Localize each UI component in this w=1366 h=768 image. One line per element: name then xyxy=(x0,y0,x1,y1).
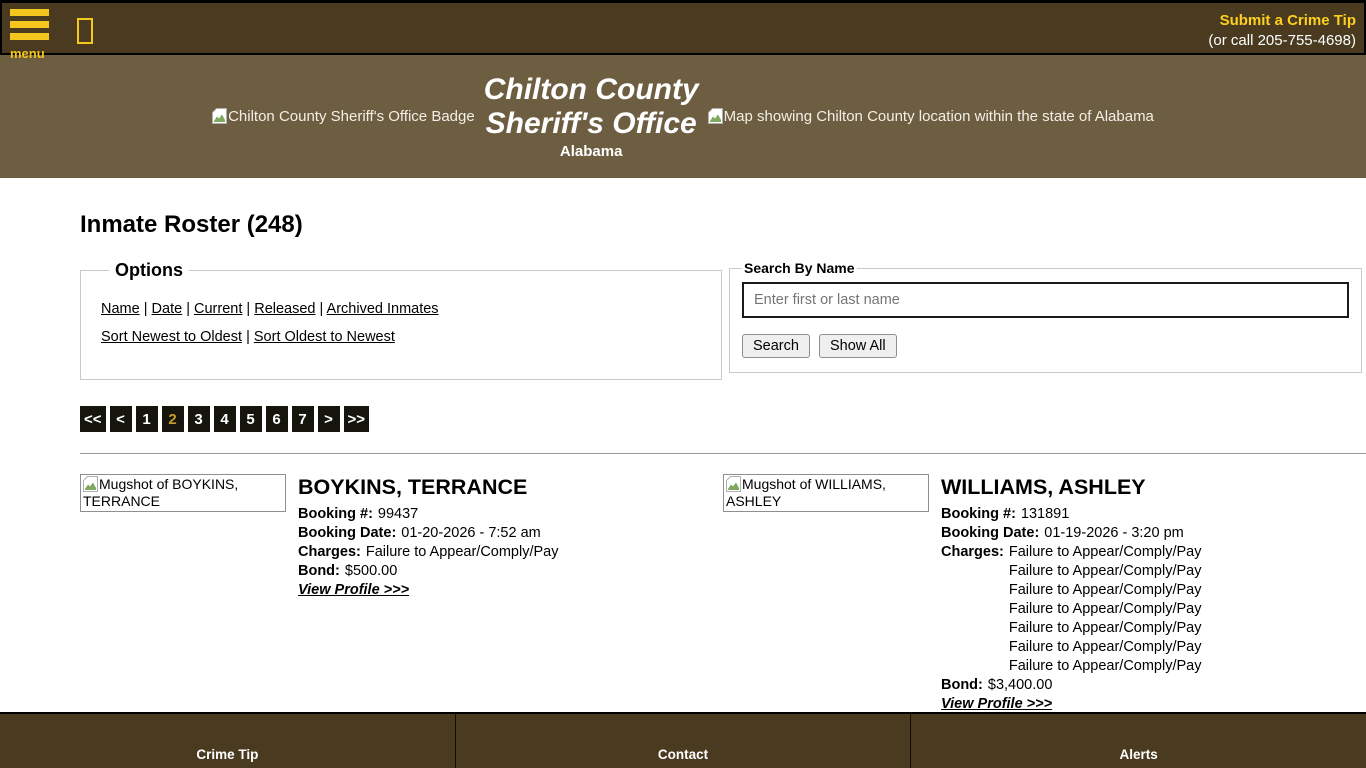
pagination-last[interactable]: >> xyxy=(344,406,370,432)
submit-crime-tip-link[interactable]: Submit a Crime Tip xyxy=(1219,12,1356,29)
page-footer xyxy=(0,712,1366,768)
broken-image-icon xyxy=(83,476,98,492)
charge-line: Failure to Appear/Comply/Pay xyxy=(1008,658,1202,674)
hamburger-icon xyxy=(10,9,49,40)
badge-alt-text: Chilton County Sheriff's Office Badge xyxy=(228,108,475,125)
filter-link-archived[interactable]: Archived Inmates xyxy=(326,301,439,317)
booking-number-value: 99437 xyxy=(377,506,419,522)
footer-heading-contact: Contact xyxy=(657,747,709,762)
options-legend: Options xyxy=(115,260,183,280)
inmate-name: WILLIAMS, ASHLEY xyxy=(941,475,1146,499)
footer-heading-crime-tip: Crime Tip xyxy=(196,747,259,762)
bond-value: $500.00 xyxy=(344,563,398,579)
search-panel xyxy=(729,260,1362,373)
footer-heading-alerts: Alerts xyxy=(1119,747,1158,762)
sort-links-row: Sort Newest to Oldest | Sort Oldest to Newest xyxy=(101,329,395,345)
mugshot-alt-text: Mugshot of WILLIAMS, ASHLEY xyxy=(726,476,886,509)
site-subtitle: Alabama xyxy=(559,143,623,160)
footer-column-crime-tip xyxy=(0,714,455,768)
pagination-next[interactable]: > xyxy=(318,406,340,432)
top-bar xyxy=(0,0,1366,61)
menu-label: menu xyxy=(10,46,45,61)
charge-line: Failure to Appear/Comply/Pay xyxy=(1008,582,1202,598)
booking-date-row xyxy=(941,524,1366,543)
sort-oldest-to-newest-link[interactable]: Sort Oldest to Newest xyxy=(253,329,395,345)
search-legend: Search By Name xyxy=(744,260,855,276)
map-alt-text: Map showing Chilton County location within the state of Alabama xyxy=(723,108,1154,125)
charges-row xyxy=(298,543,723,562)
charge-line: Failure to Appear/Comply/Pay xyxy=(1008,639,1202,655)
booking-number-label: Booking #: xyxy=(941,506,1016,522)
booking-number-row xyxy=(941,505,1366,524)
charges-row xyxy=(941,543,1366,676)
booking-date-value: 01-20-2026 - 7:52 am xyxy=(401,525,541,541)
search-button[interactable]: Search xyxy=(742,334,810,358)
inmate-card xyxy=(80,474,723,714)
inmate-card xyxy=(723,474,1366,714)
pagination xyxy=(80,406,1366,432)
pagination-page-4[interactable]: 4 xyxy=(214,406,236,432)
inmate-name: BOYKINS, TERRANCE xyxy=(298,475,528,499)
mugshot-broken-image[interactable] xyxy=(723,474,929,512)
pagination-page-7[interactable]: 7 xyxy=(292,406,314,432)
bond-value: $3,400.00 xyxy=(987,677,1053,693)
footer-column-alerts xyxy=(910,714,1366,768)
filter-link-current[interactable]: Current xyxy=(194,301,243,317)
bond-row xyxy=(298,562,723,581)
options-panel xyxy=(80,260,722,380)
badge-broken-image xyxy=(212,108,475,125)
booking-date-value: 01-19-2026 - 3:20 pm xyxy=(1044,525,1184,541)
main-content xyxy=(0,211,1366,714)
charges-label: Charges: xyxy=(298,544,361,560)
charge-line: Failure to Appear/Comply/Pay xyxy=(1008,601,1202,617)
broken-image-icon xyxy=(726,476,741,492)
view-profile-link[interactable]: View Profile >>> xyxy=(941,696,1053,712)
pagination-page-5[interactable]: 5 xyxy=(240,406,262,432)
search-input[interactable] xyxy=(742,282,1349,318)
charges-list xyxy=(366,543,559,562)
view-profile-link[interactable]: View Profile >>> xyxy=(298,582,410,598)
filter-link-date[interactable]: Date xyxy=(151,301,183,317)
site-title-block xyxy=(482,73,701,160)
booking-date-label: Booking Date: xyxy=(298,525,397,541)
filter-link-released[interactable]: Released xyxy=(254,301,316,317)
mugshot-broken-image[interactable] xyxy=(80,474,286,512)
filter-link-name[interactable]: Name xyxy=(101,301,140,317)
map-broken-image xyxy=(708,108,1154,125)
booking-date-row xyxy=(298,524,723,543)
pagination-page-6[interactable]: 6 xyxy=(266,406,288,432)
pagination-page-3[interactable]: 3 xyxy=(188,406,210,432)
bond-label: Bond: xyxy=(941,677,983,693)
crime-tip-phone: (or call 205-755-4698) xyxy=(1208,32,1356,49)
booking-date-label: Booking Date: xyxy=(941,525,1040,541)
broken-image-icon xyxy=(212,108,227,124)
charge-line: Failure to Appear/Comply/Pay xyxy=(1008,563,1202,579)
charges-list xyxy=(1009,543,1202,676)
inmate-roster xyxy=(80,453,1366,714)
footer-column-contact xyxy=(455,714,911,768)
pagination-prev[interactable]: < xyxy=(110,406,132,432)
booking-number-row xyxy=(298,505,723,524)
site-header xyxy=(0,55,1366,178)
charges-label: Charges: xyxy=(941,544,1004,560)
pagination-page-1[interactable]: 1 xyxy=(136,406,158,432)
charge-line: Failure to Appear/Comply/Pay xyxy=(1008,620,1202,636)
pagination-first[interactable]: << xyxy=(80,406,106,432)
charge-line: Failure to Appear/Comply/Pay xyxy=(1008,544,1202,560)
sort-newest-to-oldest-link[interactable]: Sort Newest to Oldest xyxy=(101,329,243,345)
charge-line: Failure to Appear/Comply/Pay xyxy=(365,544,559,560)
show-all-button[interactable]: Show All xyxy=(819,334,897,358)
bond-row xyxy=(941,676,1366,695)
mugshot-alt-text: Mugshot of BOYKINS, TERRANCE xyxy=(83,476,239,509)
bond-label: Bond: xyxy=(298,563,340,579)
booking-number-label: Booking #: xyxy=(298,506,373,522)
site-title-line2: Sheriff's Office xyxy=(485,107,697,140)
site-title-line1: Chilton County xyxy=(483,73,699,106)
booking-number-value: 131891 xyxy=(1020,506,1070,522)
menu-button[interactable] xyxy=(10,9,49,63)
page-title: Inmate Roster (248) xyxy=(80,211,303,238)
broken-image-icon xyxy=(708,108,723,124)
pagination-page-2-current[interactable]: 2 xyxy=(162,406,184,432)
missing-glyph-icon xyxy=(77,18,93,44)
filter-links-row: Name | Date | Current | Released | Archived Inmates xyxy=(101,301,439,317)
